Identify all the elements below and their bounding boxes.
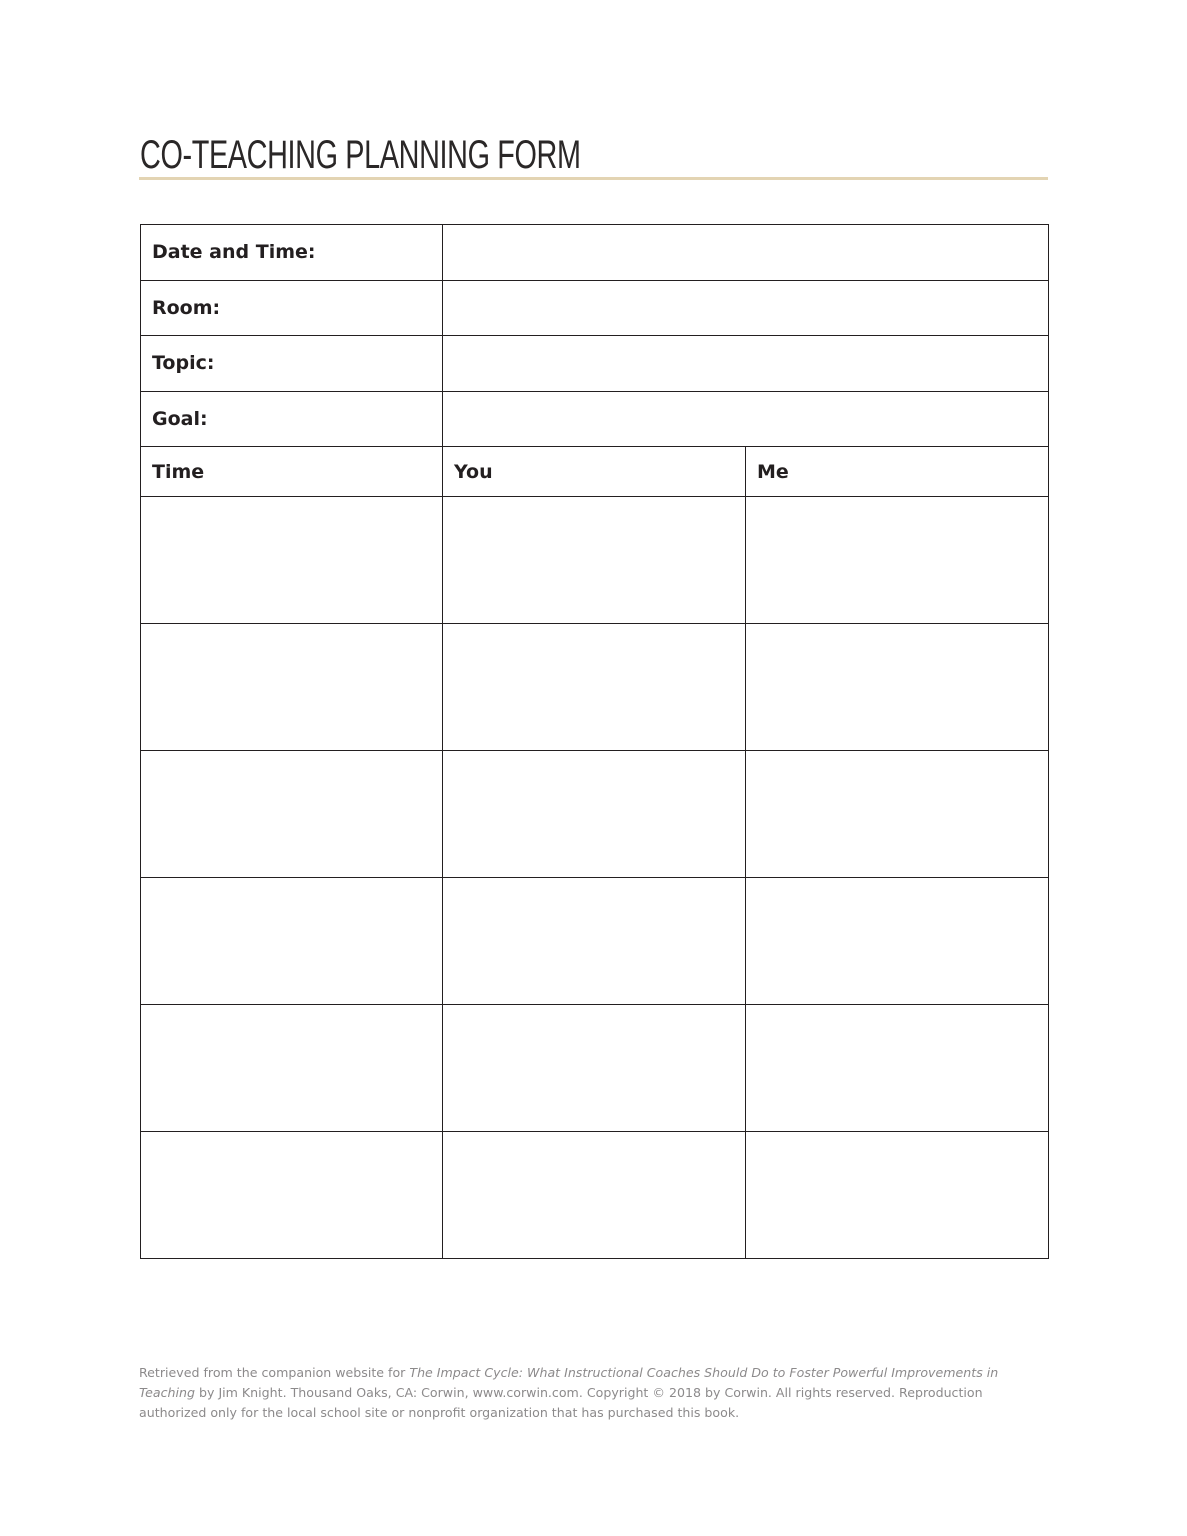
table-row [141,1132,1049,1259]
me-cell[interactable] [746,624,1049,751]
page-title: CO-TEACHING PLANNING FORM [140,133,581,177]
field-label: Date and Time: [141,225,443,281]
footer-suffix: by Jim Knight. Thousand Oaks, CA: Corwin, www.corwin.com. Copyright © 2018 by Corwin. All rights reserved. Reproduction authorized only for the local school site or nonprofit organization that has purchased this book. [139,1385,983,1420]
room-input[interactable] [443,280,1049,336]
date-time-input[interactable] [443,225,1049,281]
field-label: Room: [141,280,443,336]
you-cell[interactable] [443,878,746,1005]
goal-input[interactable] [443,391,1049,447]
column-header-time: Time [141,447,443,497]
me-cell[interactable] [746,751,1049,878]
me-cell[interactable] [746,1005,1049,1132]
you-cell[interactable] [443,1132,746,1259]
me-cell[interactable] [746,878,1049,1005]
time-cell[interactable] [141,1132,443,1259]
you-cell[interactable] [443,497,746,624]
field-label: Goal: [141,391,443,447]
you-cell[interactable] [443,624,746,751]
title-underline-divider [139,177,1048,180]
field-row-date-time [141,225,1049,281]
field-row-topic [141,336,1049,392]
you-cell[interactable] [443,751,746,878]
topic-input[interactable] [443,336,1049,392]
table-row [141,497,1049,624]
field-label: Topic: [141,336,443,392]
time-cell[interactable] [141,751,443,878]
time-cell[interactable] [141,878,443,1005]
time-cell[interactable] [141,624,443,751]
time-cell[interactable] [141,1005,443,1132]
book-title: The Impact Cycle: What Instructional Coaches Should Do to Foster Powerful Improvements in Teaching [139,1365,999,1400]
column-header-you: You [443,447,746,497]
field-row-goal [141,391,1049,447]
time-cell[interactable] [141,497,443,624]
table-row [141,878,1049,1005]
me-cell[interactable] [746,1132,1049,1259]
field-row-room [141,280,1049,336]
planning-form-table [140,224,1049,1259]
you-cell[interactable] [443,1005,746,1132]
table-row [141,1005,1049,1132]
copyright-footer [139,1363,1039,1423]
table-row [141,624,1049,751]
schedule-header-row [141,447,1049,497]
column-header-me: Me [746,447,1049,497]
footer-prefix: Retrieved from the companion website for [139,1365,410,1380]
me-cell[interactable] [746,497,1049,624]
table-row [141,751,1049,878]
